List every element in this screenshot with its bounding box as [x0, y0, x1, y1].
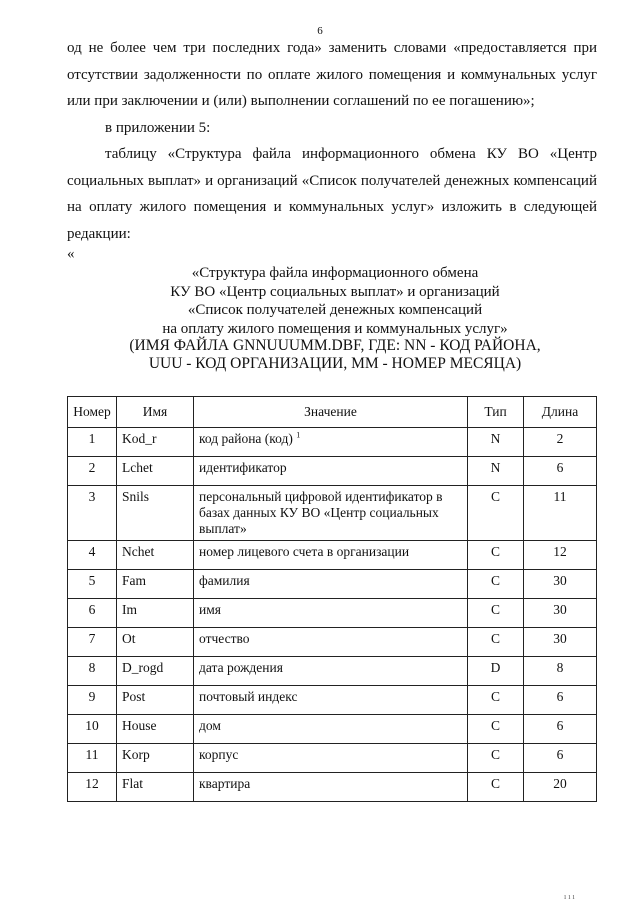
row-value-text: почтовый индекс	[199, 689, 298, 704]
paragraph-table-instruction: таблицу «Структура файла информационного обмена КУ ВО «Центр социальных выплат» и организаций «Список получателей денежных компенсаций на оплату жилого помещения и коммунальных услуг» изложить в следующей редакции:	[67, 146, 597, 242]
row-value	[194, 457, 468, 486]
header-value: Значение	[194, 397, 468, 428]
table-row	[68, 486, 597, 541]
title-line: КУ ВО «Центр социальных выплат» и организаций	[170, 283, 500, 300]
table-row	[68, 715, 597, 744]
row-value-text: код района (код)	[199, 431, 293, 446]
row-value-text: номер лицевого счета в организации	[199, 544, 410, 559]
title-line: на оплату жилого помещения и коммунальных услуг»	[162, 320, 508, 337]
table-title	[100, 264, 570, 338]
table-row	[68, 599, 597, 628]
table-row	[68, 428, 597, 457]
row-value-text: дата рождения	[199, 660, 283, 675]
table-row	[68, 686, 597, 715]
header-length: Длина	[524, 397, 597, 428]
row-length: 6	[524, 715, 597, 744]
row-length: 30	[524, 628, 597, 657]
page-number: 6	[317, 25, 323, 37]
row-value-text: квартира	[199, 776, 251, 791]
body-text	[67, 35, 597, 247]
table-row	[68, 457, 597, 486]
title-line: «Структура файла информационного обмена	[191, 265, 479, 281]
row-number: 8	[68, 657, 117, 686]
row-number: 10	[68, 715, 117, 744]
row-type: C	[468, 773, 524, 802]
file-structure-table	[67, 396, 597, 802]
row-number: 12	[68, 773, 117, 802]
row-value	[194, 628, 468, 657]
row-value-text: фамилия	[199, 573, 250, 588]
row-value-text: дом	[199, 718, 221, 733]
row-length: 30	[524, 570, 597, 599]
row-type: C	[468, 744, 524, 773]
row-field-name: Nchet	[117, 541, 194, 570]
row-length: 2	[524, 428, 597, 457]
row-length: 30	[524, 599, 597, 628]
row-type: C	[468, 686, 524, 715]
row-number: 1	[68, 428, 117, 457]
row-length: 20	[524, 773, 597, 802]
row-value	[194, 686, 468, 715]
row-field-name: Post	[117, 686, 194, 715]
table-header-row	[68, 397, 597, 428]
row-length: 8	[524, 657, 597, 686]
header-number: Номер	[68, 397, 117, 428]
row-type: C	[468, 628, 524, 657]
row-value	[194, 773, 468, 802]
row-type: N	[468, 428, 524, 457]
row-length: 12	[524, 541, 597, 570]
subtitle-line: (ИМЯ ФАЙЛА GNNUUUMM.DBF, ГДЕ: NN - КОД РАЙОНА,	[129, 337, 541, 354]
row-field-name: House	[117, 715, 194, 744]
paragraph-appendix: в приложении 5:	[105, 119, 211, 136]
row-type: D	[468, 657, 524, 686]
row-type: C	[468, 541, 524, 570]
row-value	[194, 744, 468, 773]
file-name-note	[80, 337, 590, 373]
subtitle-line: UUU - КОД ОРГАНИЗАЦИИ, MM - НОМЕР МЕСЯЦА)	[148, 355, 522, 372]
row-field-name: Ot	[117, 628, 194, 657]
row-value	[194, 428, 468, 457]
row-length: 11	[524, 486, 597, 541]
row-number: 5	[68, 570, 117, 599]
scan-mark: ııı	[564, 892, 577, 901]
row-value	[194, 570, 468, 599]
row-type: C	[468, 486, 524, 541]
header-name: Имя	[117, 397, 194, 428]
row-number: 6	[68, 599, 117, 628]
table-row	[68, 541, 597, 570]
table-row	[68, 773, 597, 802]
row-type: C	[468, 715, 524, 744]
header-type: Тип	[468, 397, 524, 428]
row-value-text: имя	[199, 602, 221, 617]
row-value-text: идентификатор	[199, 460, 287, 475]
table-row	[68, 657, 597, 686]
row-field-name: D_rogd	[117, 657, 194, 686]
row-field-name: Fam	[117, 570, 194, 599]
row-number: 7	[68, 628, 117, 657]
table-row	[68, 628, 597, 657]
row-value	[194, 541, 468, 570]
opening-quote: «	[67, 246, 75, 262]
row-type: C	[468, 599, 524, 628]
paragraph-continuation: од не более чем три последних года» заменить словами «предоставляется при отсутствии задолженности по оплате жилого помещения и коммунальных услуг или при заключении и (или) выполнении соглашений по ее погашению»;	[67, 40, 597, 109]
row-number: 11	[68, 744, 117, 773]
row-value-text: отчество	[199, 631, 250, 646]
row-value-text: корпус	[199, 747, 239, 762]
row-field-name: Flat	[117, 773, 194, 802]
row-field-name: Im	[117, 599, 194, 628]
table-row	[68, 744, 597, 773]
row-field-name: Kod_r	[117, 428, 194, 457]
row-value	[194, 657, 468, 686]
row-length: 6	[524, 686, 597, 715]
row-number: 3	[68, 486, 117, 541]
footnote-marker: 1	[296, 430, 301, 440]
row-field-name: Korp	[117, 744, 194, 773]
table-row	[68, 570, 597, 599]
row-length: 6	[524, 457, 597, 486]
row-value	[194, 486, 468, 541]
row-value-text: персональный цифровой идентификатор в базах данных КУ ВО «Центр социальных выплат»	[199, 489, 443, 536]
row-number: 9	[68, 686, 117, 715]
title-line: «Список получателей денежных компенсаций	[187, 302, 483, 318]
row-number: 4	[68, 541, 117, 570]
row-type: N	[468, 457, 524, 486]
row-length: 6	[524, 744, 597, 773]
row-type: C	[468, 570, 524, 599]
row-field-name: Lchet	[117, 457, 194, 486]
row-value	[194, 715, 468, 744]
row-number: 2	[68, 457, 117, 486]
row-value	[194, 599, 468, 628]
row-field-name: Snils	[117, 486, 194, 541]
